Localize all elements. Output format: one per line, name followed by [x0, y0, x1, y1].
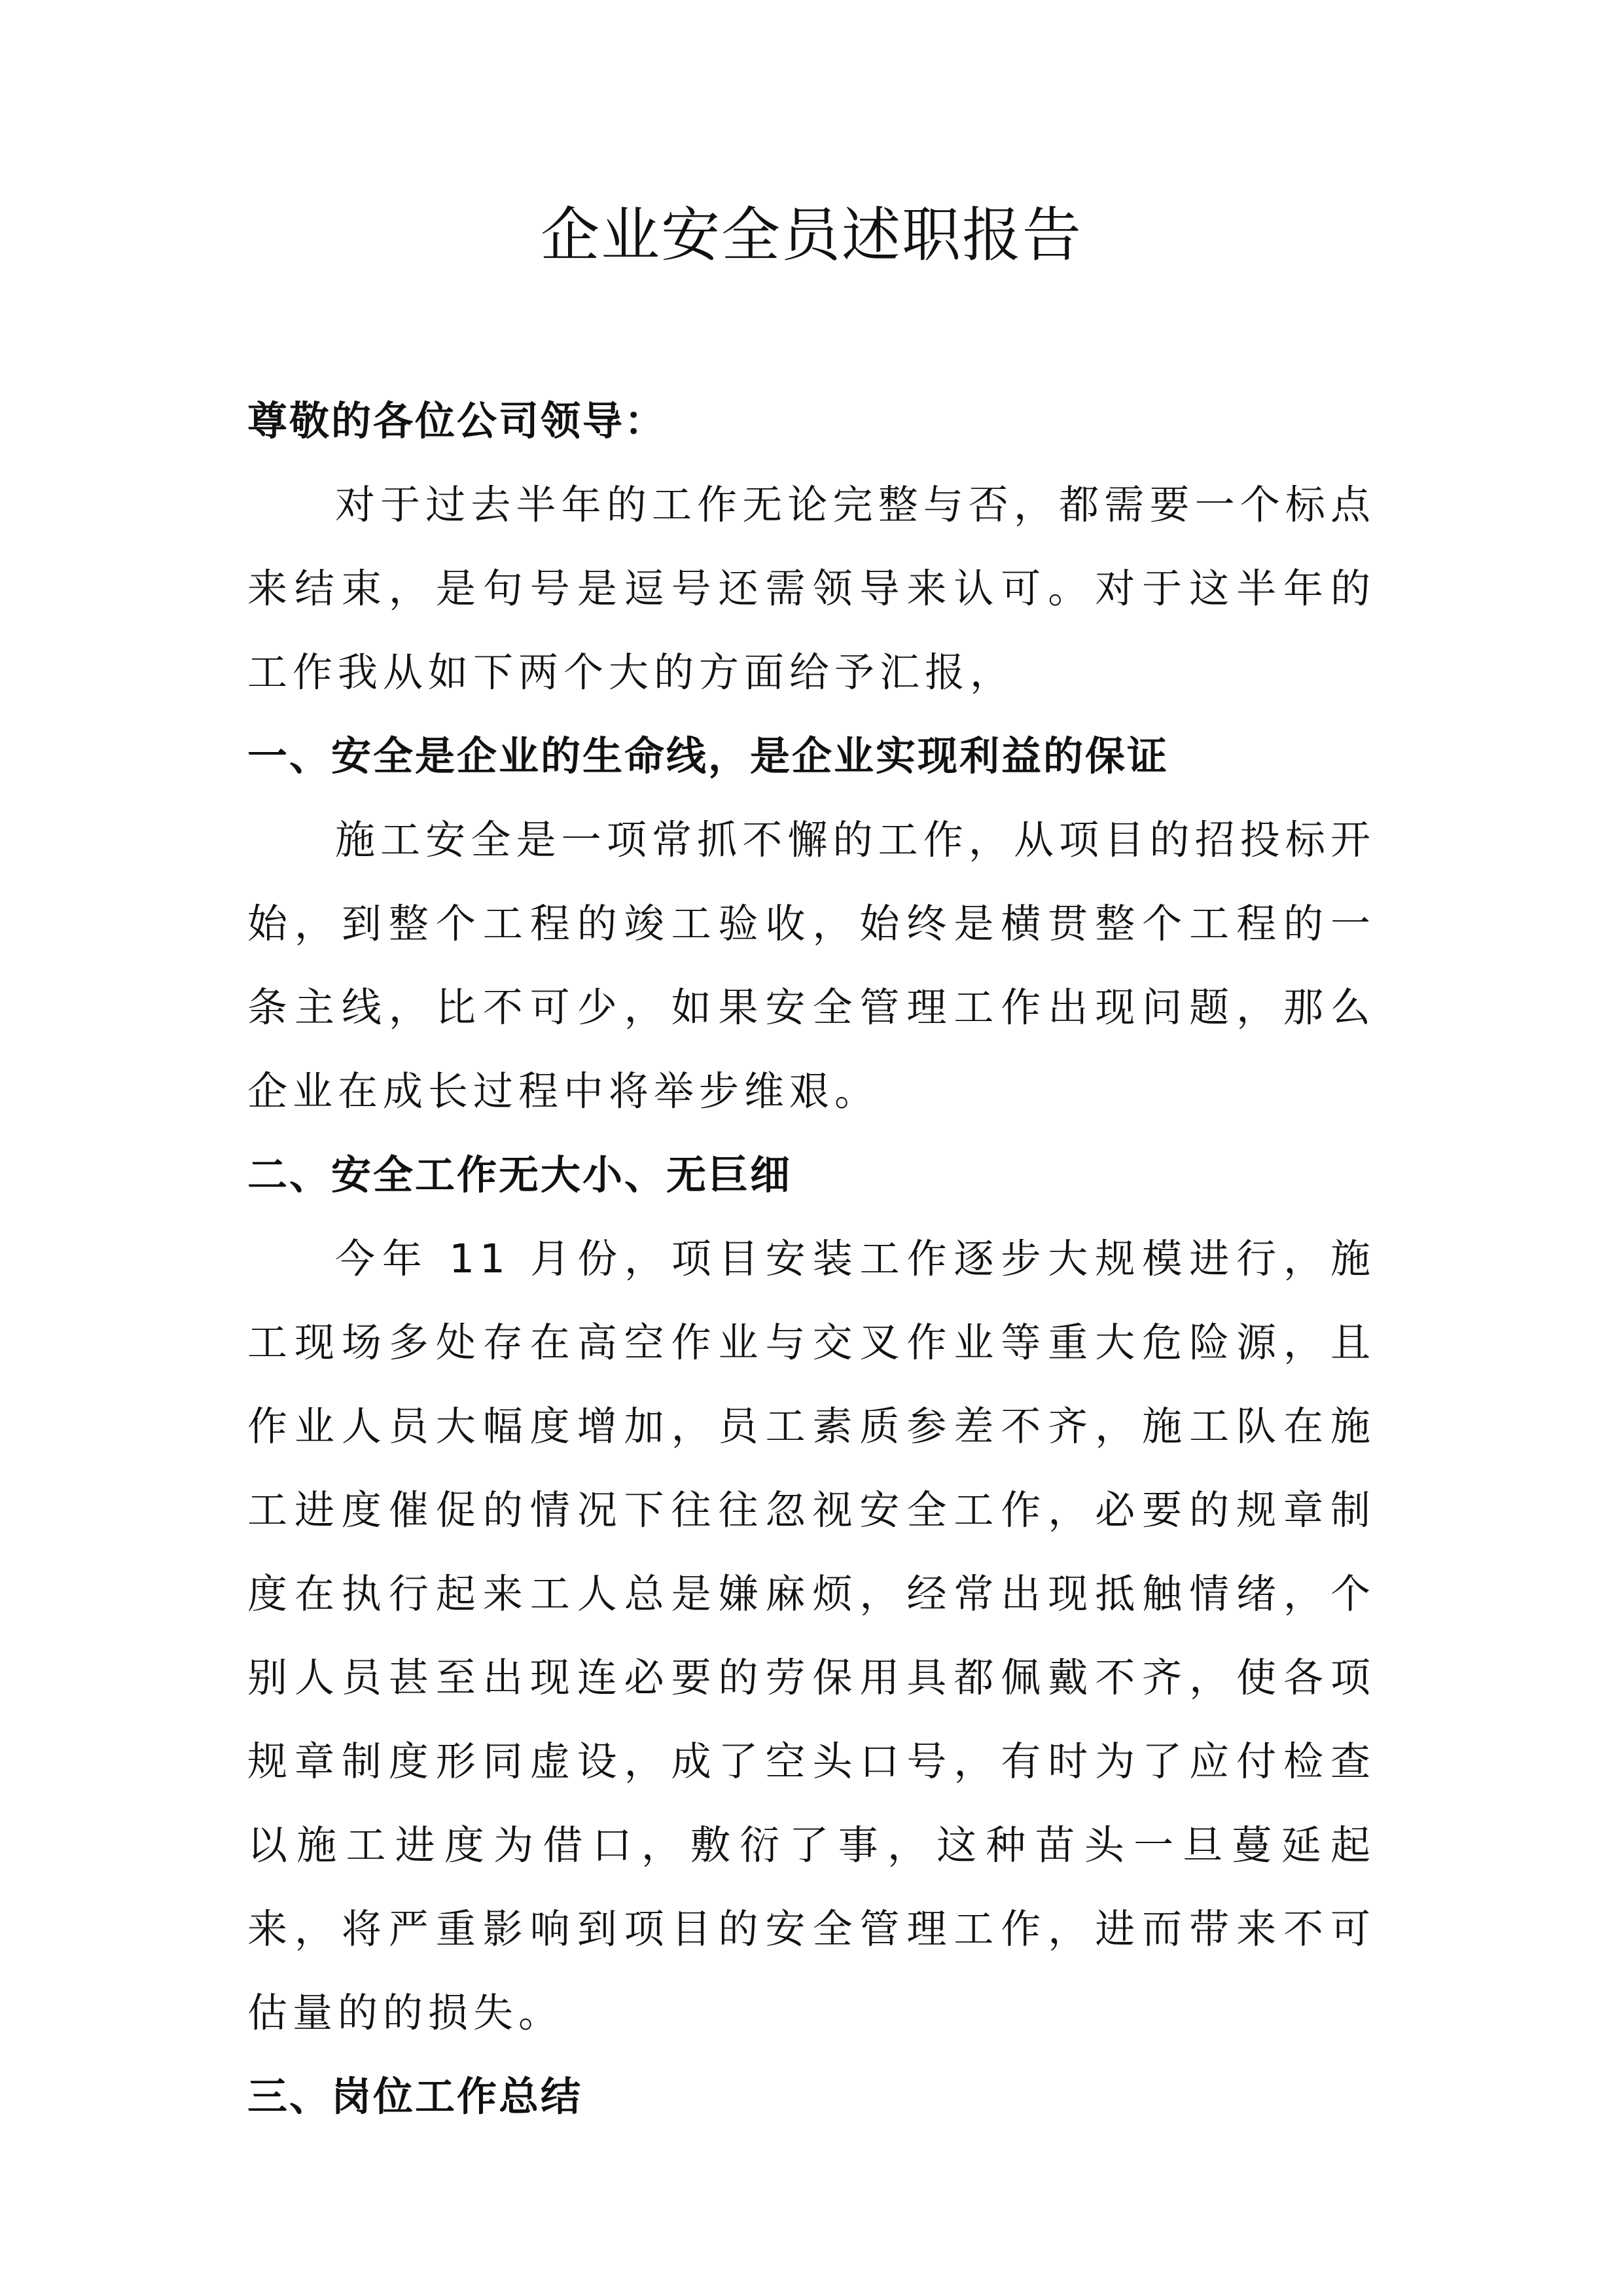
- document-title: 企业安全员述职报告: [541, 201, 1082, 270]
- section-heading-2: 二、安全工作无大小、无巨细: [247, 1152, 793, 1198]
- section-heading-3: 三、岗位工作总结: [247, 2073, 583, 2120]
- intro-paragraph: 对于过去半年的工作无论完整与否，都需要一个标点来结束，是句号是逗号还需领导来认可。对于这半年的工作我从如下两个大的方面给予汇报，: [247, 482, 1376, 696]
- salutation: 尊敬的各位公司领导：: [247, 398, 667, 444]
- section-heading-1: 一、安全是企业的生命线，是企业实现利益的保证: [247, 733, 1169, 780]
- section-body-2: 今年 11 月份，项目安装工作逐步大规模进行，施工现场多处存在高空作业与交叉作业等重大危险源，且作业人员大幅度增加，员工素质参差不齐，施工队在施工进度催促的情况下往往忽视安全工作，必要的规章制度在执行起来工人总是嫌麻烦，经常出现抵触情绪，个别人员甚至出现连必要的劳保用具都佩戴不齐，使各项规章制度形同虚设，成了空头口号，有时为了应付检查以施工进度为借口，敷衍了事，这种苗头一旦蔓延起来，将严重影响到项目的安全管理工作，进而带来不可估量的的损失。: [247, 1236, 1376, 2036]
- section-body-1: 施工安全是一项常抓不懈的工作，从项目的招投标开始，到整个工程的竣工验收，始终是横贯整个工程的一条主线，比不可少，如果安全管理工作出现问题，那么企业在成长过程中将举步维艰。: [247, 817, 1376, 1115]
- document-body: [247, 380, 1376, 2139]
